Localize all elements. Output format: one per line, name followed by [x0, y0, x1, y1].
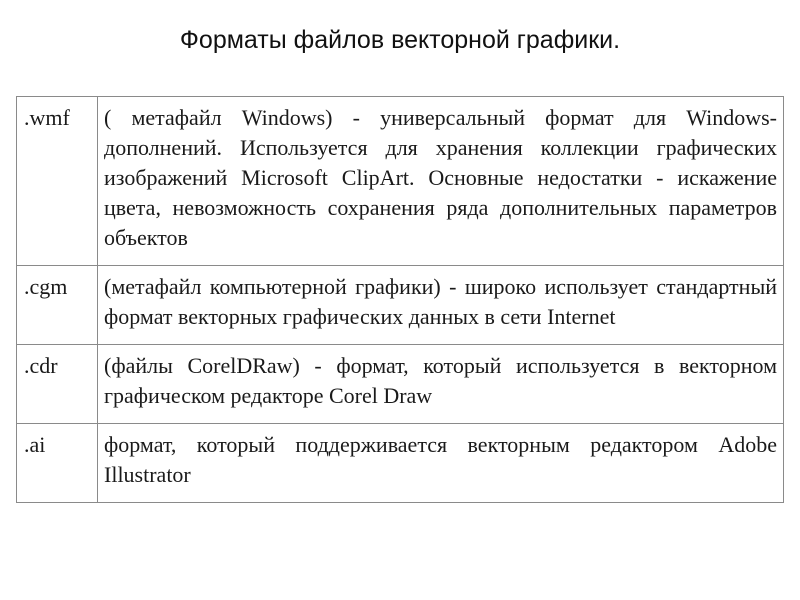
table-row-ai [17, 424, 784, 503]
format-description: (метафайл компьютерной графики) - широко использует стандартный формат векторных графических данных в сети Internet [98, 266, 784, 345]
formats-table [16, 96, 784, 503]
slide-title: Форматы файлов векторной графики. [179, 26, 621, 54]
table-row-cdr [17, 345, 784, 424]
table-row-wmf [17, 97, 784, 266]
format-description: формат, который поддерживается векторным редактором Adobe Illustrator [98, 424, 784, 503]
table-row-cgm [17, 266, 784, 345]
format-extension: .wmf [17, 97, 98, 266]
format-extension: .cgm [17, 266, 98, 345]
format-extension: .cdr [17, 345, 98, 424]
format-description: ( метафайл Windows) - универсальный формат для Windows-дополнений. Используется для хранения коллекции графических изображений Microsoft ClipArt. Основные недостатки - искажение цвета, невозможность сохранения ряда дополнительных параметров объектов [98, 97, 784, 266]
format-description: (файлы CorelDRaw) - формат, который используется в векторном графическом редакторе Corel Draw [98, 345, 784, 424]
format-extension: .ai [17, 424, 98, 503]
